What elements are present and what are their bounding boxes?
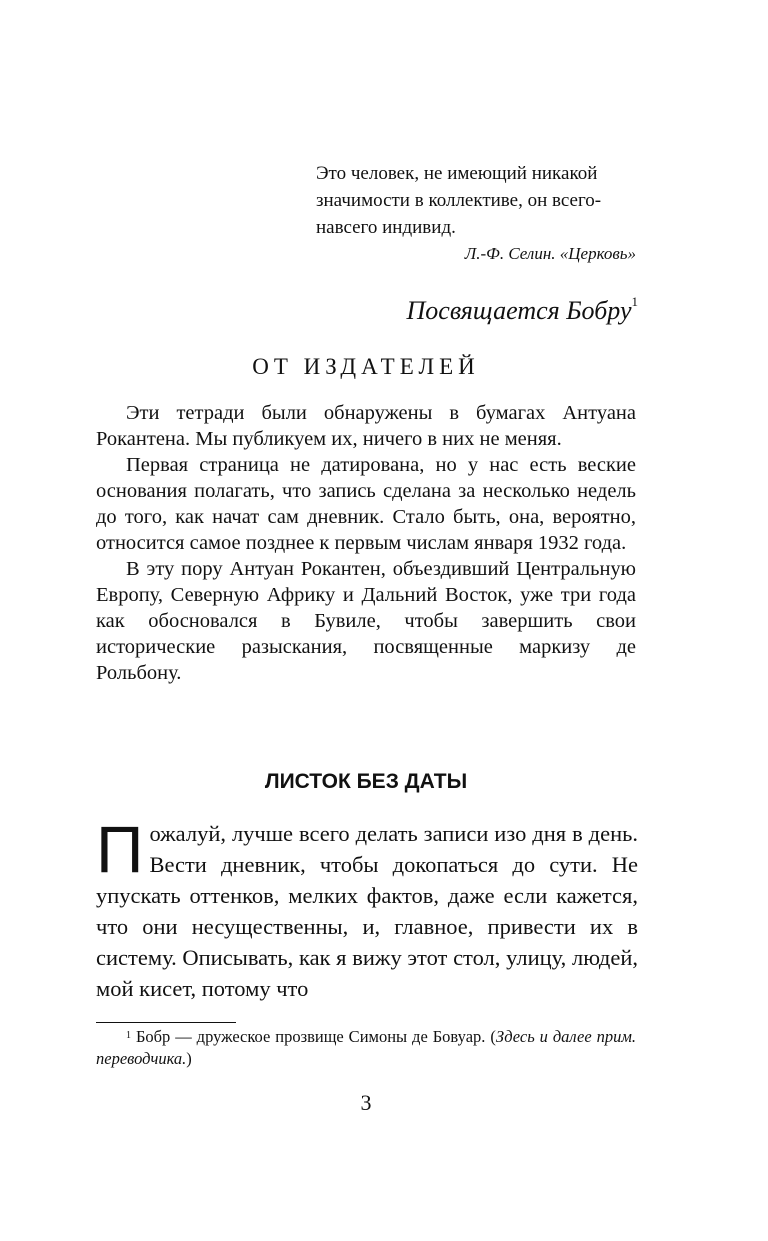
footnote-divider bbox=[96, 1022, 236, 1023]
footnote-text: Бобр — дружеское прозвище Симоны де Бовуар. ( bbox=[135, 1027, 496, 1046]
chapter-body bbox=[96, 812, 638, 1004]
chapter-title: ЛИСТОК БЕЗ ДАТЫ bbox=[264, 770, 468, 793]
chapter-text: ожалуй, лучше всего делать записи изо дня в день. Вести дневник, чтобы докопаться до сути. Не упускать оттенков, мелких фактов, даже если кажется, что они несущественны, и, главное, привести их в систему. Описывать, как я вижу этот стол, улицу, людей, мой кисет, потому что bbox=[96, 821, 638, 1001]
footnote-close-paren: ) bbox=[186, 1049, 192, 1068]
preface-body bbox=[96, 400, 636, 686]
footnote-paragraph bbox=[96, 1026, 636, 1070]
preface-paragraph: В эту пору Антуан Рокантен, объездивший Центральную Европу, Северную Африку и Дальний Восток, уже три года как обосновался в Бувиле, чтобы завершить свои исторические разыскания, посвященные маркизу де Рольбону. bbox=[96, 558, 636, 684]
epigraph bbox=[316, 160, 638, 241]
preface-paragraph: Первая страница не датирована, но у нас есть веские основания полагать, что запись сделана за несколько недель до того, как начат сам дневник. Стало быть, она, вероятно, относится самое позднее к первым числам января 1932 года. bbox=[96, 454, 636, 554]
dedication-footnote-marker: 1 bbox=[631, 294, 638, 309]
footnote-marker: 1 bbox=[126, 1030, 131, 1041]
dedication bbox=[300, 296, 638, 326]
footnote-translator-note: Здесь и далее прим. переводчика. bbox=[96, 1027, 637, 1068]
dedication-text: Посвящается Бобру bbox=[406, 296, 632, 325]
epigraph-source: Л.-Ф. Селин. «Церковь» bbox=[464, 244, 636, 263]
preface-paragraph: Эти тетради были обнаружены в бумагах Антуана Рокантена. Мы публикуем их, ничего в них не меняя. bbox=[96, 402, 636, 450]
drop-cap: П bbox=[96, 812, 144, 886]
footnote bbox=[96, 1026, 636, 1070]
preface-heading: ОТ ИЗДАТЕЛЕЙ bbox=[252, 354, 480, 379]
epigraph-quote: Это человек, не имеющий никакой значимости в коллективе, он всего-навсего индивид. bbox=[316, 163, 602, 238]
page-number: 3 bbox=[360, 1090, 372, 1115]
chapter-paragraph bbox=[96, 812, 638, 1004]
